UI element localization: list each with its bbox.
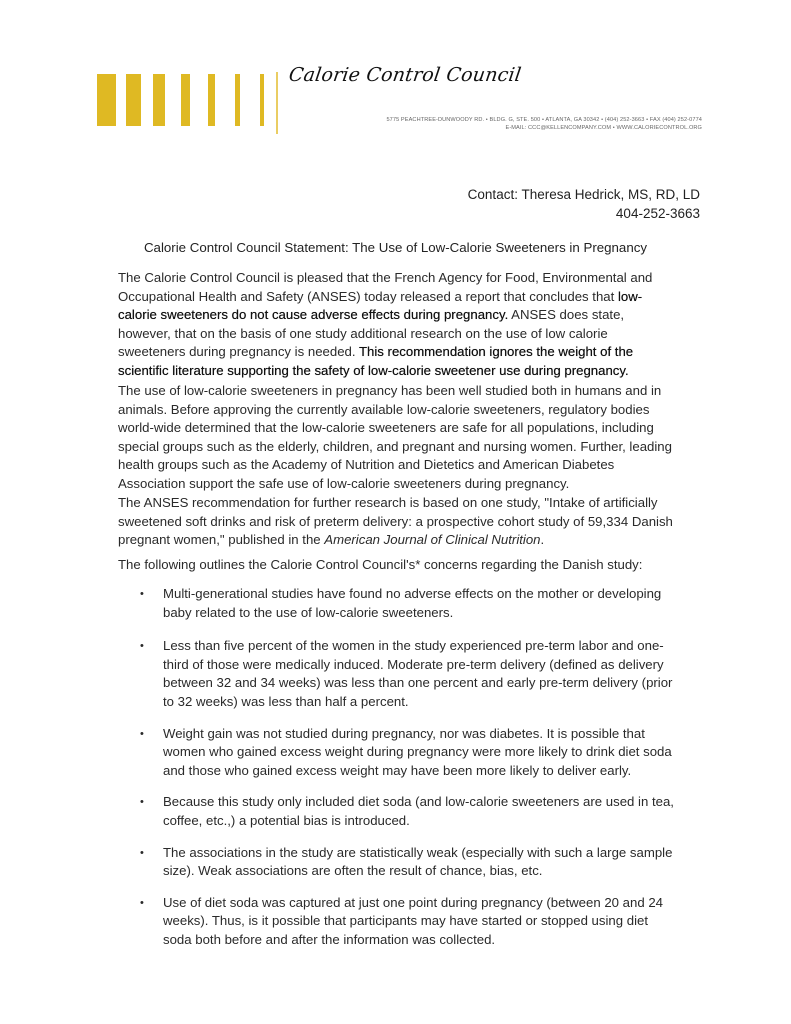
text: The ANSES recommendation for further research is based on one study, "Intake of artificially sweetened soft drinks and risk of preterm delivery: a prospective cohort study of 59,334 Danish pregnant women," published in the xyxy=(118,495,673,548)
bullet-icon: • xyxy=(140,846,144,859)
paragraph-concerns-intro xyxy=(118,556,674,575)
text: . xyxy=(540,532,545,548)
logo-bar xyxy=(181,74,190,126)
logo-bar xyxy=(97,74,116,126)
list-item xyxy=(140,793,676,830)
bullet-icon: • xyxy=(140,896,144,909)
organization-address xyxy=(290,116,702,132)
text: ANSES does state, however, that on the basis of one study additional research on the use of low calorie sweeteners during pregnancy is needed. xyxy=(118,307,625,360)
paragraph-text: The use of low-calorie sweeteners in pregnancy has been well studied both in humans and in animals. Before approving the currently available low-calorie sweeteners, regulatory bodies world-wide determined that the low-calorie sweeteners are safe for all populations, including special groups such as the elderly, children, and pregnant and nursing women. Further, leading health groups such as the Academy of Nutrition and Dietetics and American Diabetes Association support the safe use of low-calorie sweeteners during pregnancy. xyxy=(118,383,672,491)
logo-bar xyxy=(260,74,264,126)
list-item xyxy=(140,725,676,781)
list-item-text: Less than five percent of the women in the study experienced pre-term labor and one-third of those were medically induced. Moderate pre-term delivery (defined as delivery between 32 and 34 weeks) was less than one percent and early pre-term delivery (prior to 32 weeks) was less than half a percent. xyxy=(163,638,673,709)
list-item-text: Because this study only included diet soda (and low-calorie sweeteners are used in tea, coffee, etc.,) a potential bias is introduced. xyxy=(163,794,674,828)
bullet-icon: • xyxy=(140,588,144,600)
list-item xyxy=(140,894,676,950)
contact-name: Contact: Theresa Hedrick, MS, RD, LD xyxy=(467,187,700,202)
document-title: Calorie Control Council Statement: The Use of Low-Calorie Sweeteners in Pregnancy xyxy=(143,240,648,255)
emphasis-text: This recommendation ignores the weight of the scientific literature supporting the safety of low-calorie sweetener use during pregnancy. xyxy=(118,344,634,378)
email-web-line: E-MAIL: CCC@KELLENCOMPANY.COM • WWW.CALORIECONTROL.ORG xyxy=(505,125,702,131)
paragraph-background xyxy=(118,382,674,494)
bullet-icon: • xyxy=(140,727,144,740)
paragraph-intro xyxy=(118,269,674,381)
list-item-text: Use of diet soda was captured at just one point during pregnancy (between 20 and 24 weeks). Thus, is it possible that participants may have started or stopped using diet soda both before and after the information was collected. xyxy=(163,894,663,947)
list-item xyxy=(140,844,676,881)
journal-name: American Journal of Clinical Nutrition xyxy=(324,532,541,548)
organization-logo: Calorie Control Council xyxy=(287,64,523,86)
list-item-text: Multi-generational studies have found no adverse effects on the mother or developing baby related to the use of low-calorie sweeteners. xyxy=(163,586,662,620)
bullet-icon: • xyxy=(140,796,144,809)
logo-bar xyxy=(153,74,165,126)
bullet-icon: • xyxy=(140,640,144,653)
list-item-text: Weight gain was not studied during pregnancy, nor was diabetes. It is possible that women who gained excess weight during pregnancy were more likely to drink diet soda and those who gained excess weight may have been more likely to deliver early. xyxy=(163,725,672,778)
list-item xyxy=(140,585,676,622)
logo-bar xyxy=(235,74,240,126)
concerns-list xyxy=(140,585,676,963)
logo-bar xyxy=(208,74,215,126)
emphasis-text: low-calorie sweeteners do not cause adverse effects during pregnancy. xyxy=(118,288,643,323)
contact-block xyxy=(468,185,700,223)
text: The Calorie Control Council is pleased that the French Agency for Food, Environmental and Occupational Health and Safety (ANSES) today released a report that concludes that xyxy=(118,270,653,304)
letterhead-divider xyxy=(276,72,278,134)
list-item xyxy=(140,637,676,711)
contact-phone: 404-252-3663 xyxy=(615,206,700,221)
address-line: 5775 PEACHTREE-DUNWOODY RD. • BLDG. G, STE. 500 • ATLANTA, GA 30342 • (404) 252-3663 • FAX (404) 252-0774 xyxy=(386,117,702,123)
paragraph-text: The following outlines the Calorie Control Council's* concerns regarding the Danish study: xyxy=(118,557,643,572)
logo-bar xyxy=(126,74,141,126)
paragraph-study-reference xyxy=(118,494,674,550)
list-item-text: The associations in the study are statistically weak (especially with such a large sample size). Weak associations are often the result of chance, bias, etc. xyxy=(163,844,673,879)
letterhead xyxy=(0,0,791,150)
